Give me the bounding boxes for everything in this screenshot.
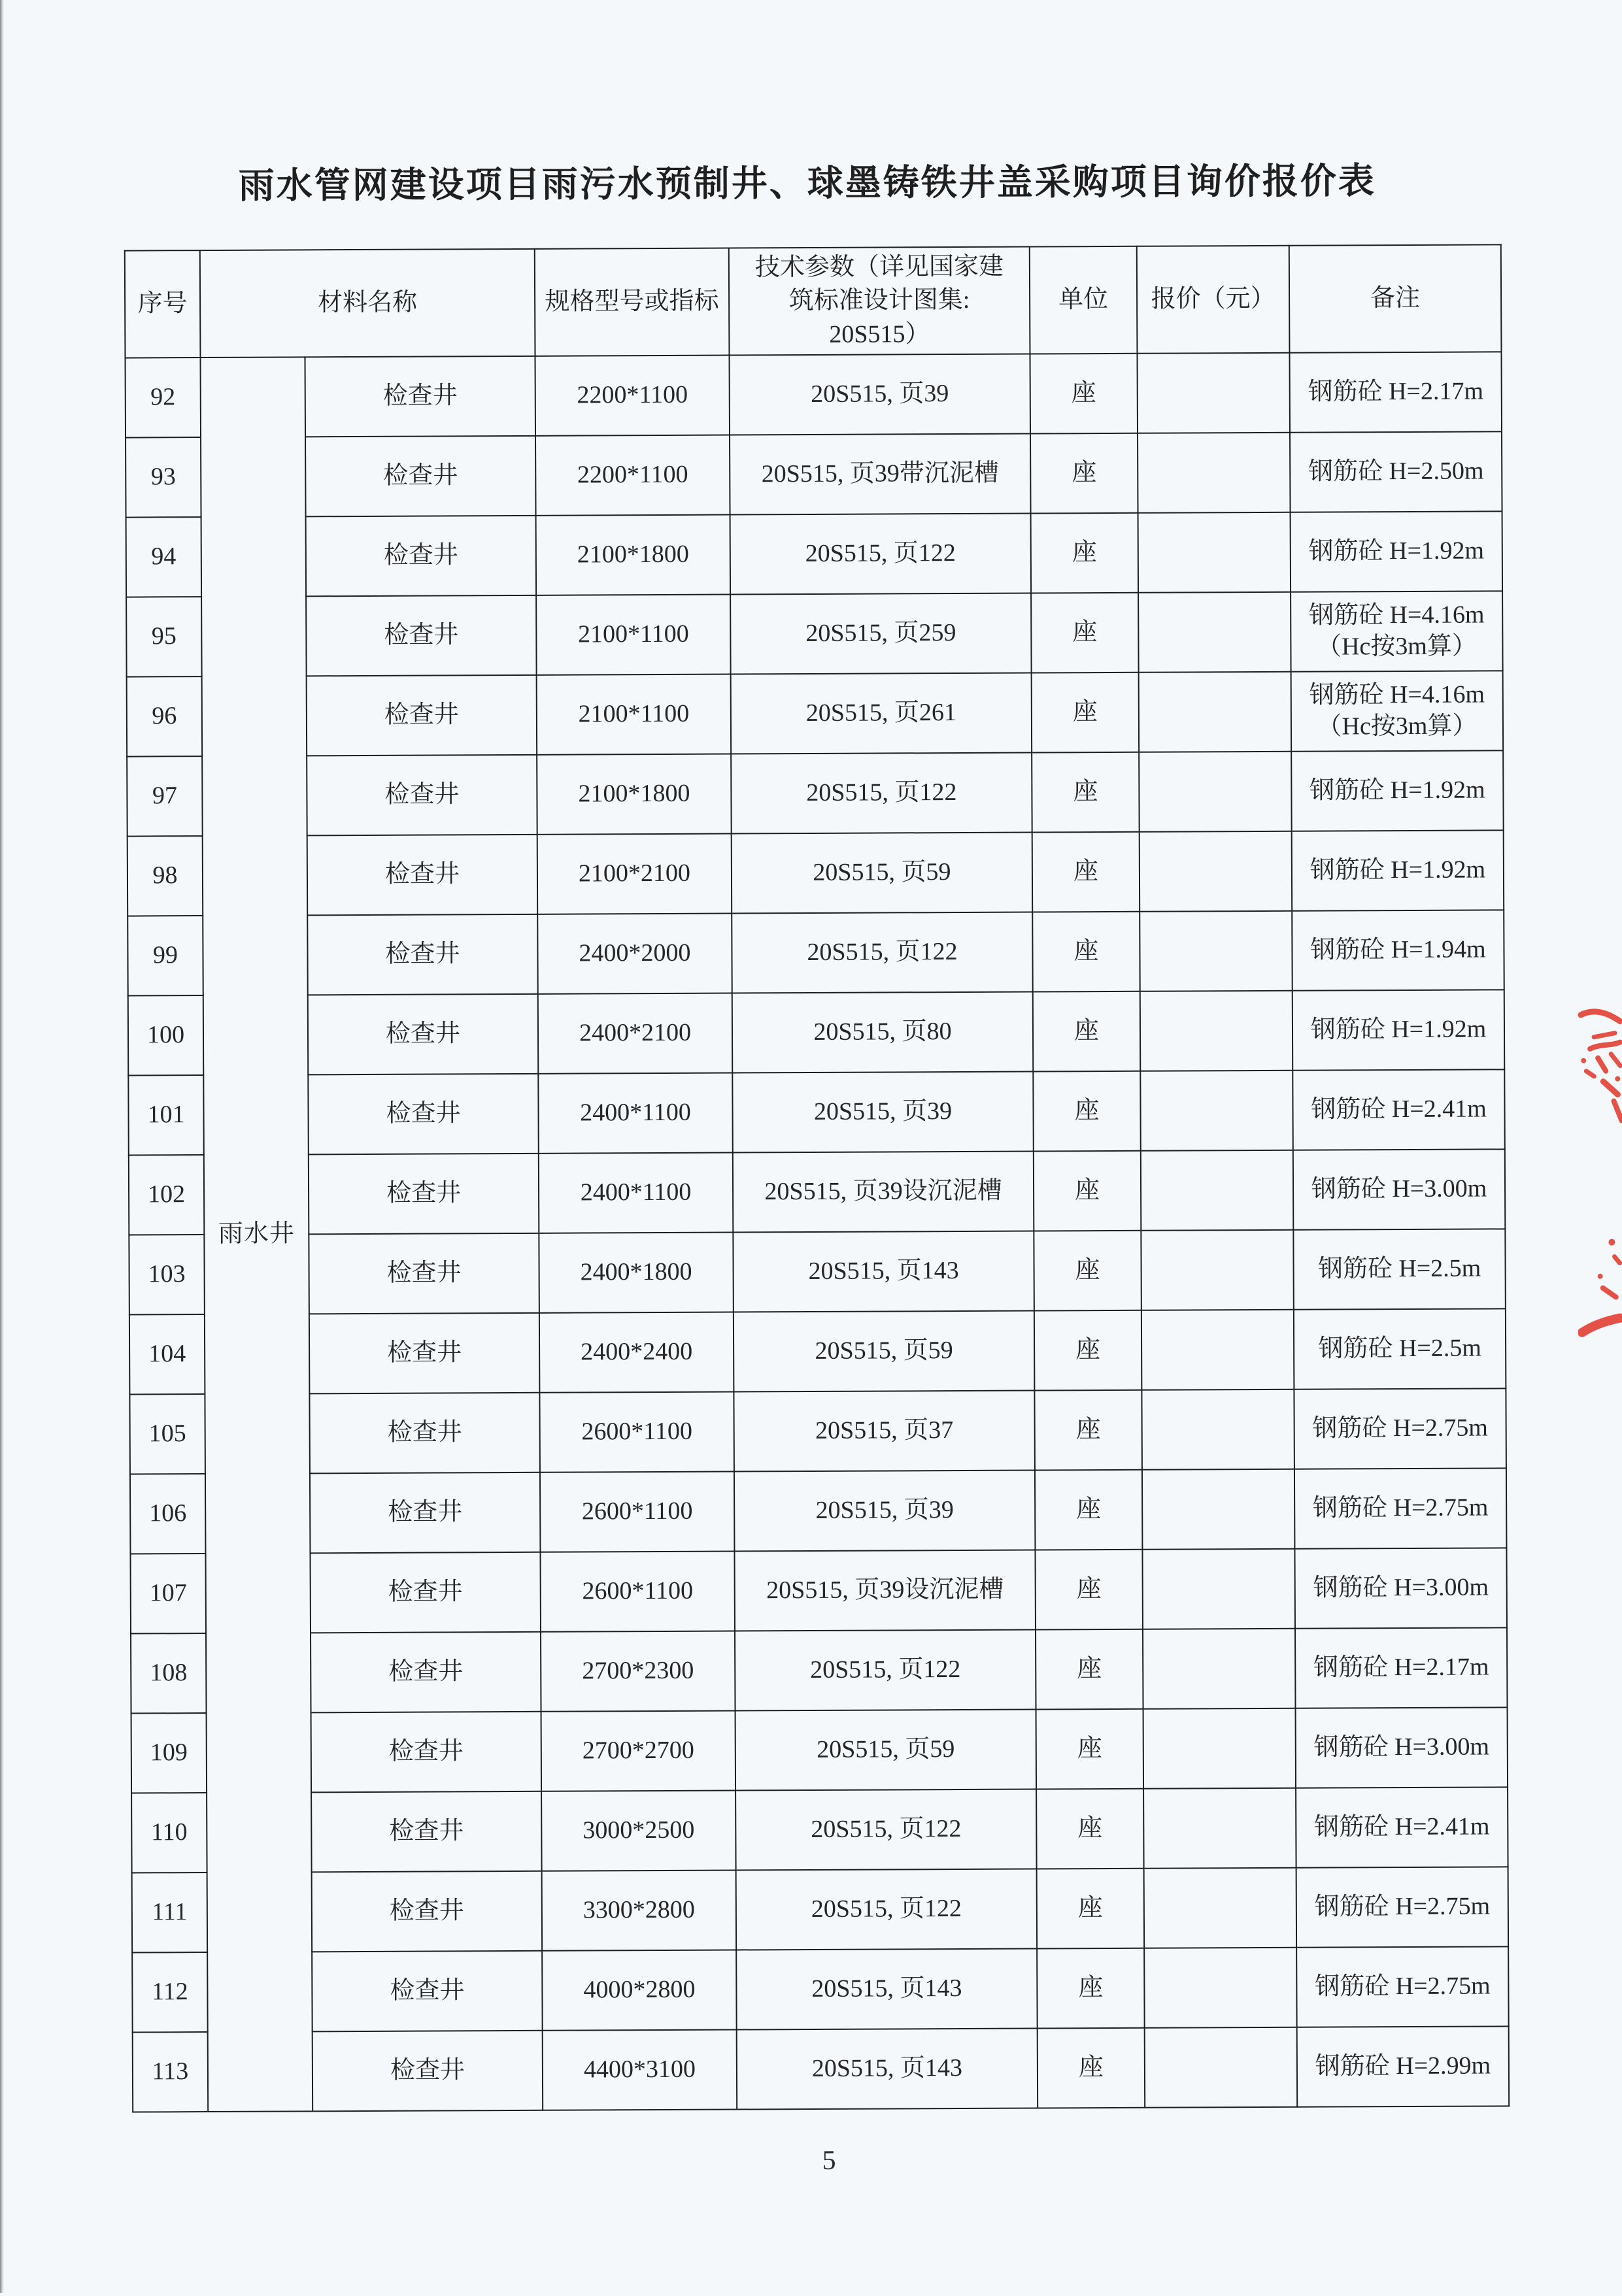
material-name-cell: 检查井 — [313, 2031, 543, 2112]
table-row — [126, 431, 1502, 517]
row-index-cell: 92 — [125, 358, 201, 438]
params-cell: 20S515, 页39带沉泥槽 — [730, 433, 1031, 514]
price-cell — [1144, 1868, 1297, 1948]
remark-cell: 钢筋砼 H=2.99m — [1297, 2026, 1510, 2106]
remark-cell: 钢筋砼 H=2.17m — [1289, 352, 1502, 432]
params-cell: 20S515, 页59 — [735, 1709, 1037, 1790]
material-name-cell: 检查井 — [309, 1313, 540, 1394]
remark-cell: 钢筋砼 H=3.00m — [1294, 1548, 1507, 1628]
table-row — [127, 830, 1504, 916]
spec-cell: 2400*2000 — [537, 913, 732, 993]
remark-cell: 钢筋砼 H=2.50m — [1290, 431, 1502, 512]
remark-cell: 钢筋砼 H=1.92m — [1291, 511, 1503, 591]
material-name-cell: 检查井 — [308, 994, 539, 1075]
table-row — [133, 2026, 1510, 2112]
price-cell — [1140, 911, 1293, 991]
scanner-edge-artifact — [0, 0, 4, 2293]
params-cell: 20S515, 页122 — [735, 1629, 1036, 1710]
params-cell: 20S515, 页39设沉泥槽 — [733, 1151, 1034, 1232]
price-cell — [1142, 1469, 1295, 1550]
spec-cell: 4400*3100 — [543, 2029, 737, 2110]
unit-cell: 座 — [1038, 2028, 1145, 2108]
price-cell — [1141, 1230, 1294, 1310]
header-remark: 备注 — [1289, 244, 1502, 352]
table-row — [126, 511, 1503, 597]
material-name-cell: 检查井 — [311, 1712, 542, 1793]
spec-cell: 2400*2100 — [538, 993, 733, 1073]
material-category-cell: 雨水井 — [200, 357, 313, 2112]
spec-cell: 2100*1100 — [536, 594, 731, 674]
price-cell — [1144, 1948, 1297, 2028]
row-index-cell: 112 — [132, 1952, 208, 2033]
params-cell: 20S515, 页59 — [732, 832, 1033, 913]
spec-cell: 2200*1100 — [535, 355, 730, 435]
table-row — [130, 1468, 1507, 1554]
material-name-cell: 检查井 — [309, 1154, 539, 1235]
price-cell — [1141, 1150, 1294, 1231]
unit-cell: 座 — [1037, 1948, 1145, 2029]
params-cell: 20S515, 页122 — [735, 1789, 1037, 1870]
spec-cell: 2400*1100 — [539, 1152, 734, 1233]
table-row — [131, 1627, 1508, 1713]
remark-cell: 钢筋砼 H=2.17m — [1295, 1627, 1508, 1708]
price-cell — [1143, 1629, 1296, 1709]
params-cell: 20S515, 页143 — [733, 1231, 1034, 1312]
remark-cell: 钢筋砼 H=1.94m — [1292, 910, 1504, 990]
unit-cell: 座 — [1030, 354, 1138, 434]
material-name-cell: 检查井 — [311, 1791, 542, 1872]
unit-cell: 座 — [1035, 1550, 1143, 1630]
table-row — [129, 1149, 1506, 1235]
price-cell — [1137, 353, 1290, 433]
row-index-cell: 96 — [127, 676, 203, 757]
material-name-cell: 检查井 — [306, 516, 537, 597]
unit-cell: 座 — [1032, 832, 1140, 912]
table-row — [132, 1946, 1509, 2032]
unit-cell: 座 — [1031, 513, 1139, 593]
price-cell — [1141, 1310, 1294, 1390]
spec-cell: 2600*1100 — [540, 1471, 735, 1552]
params-cell: 20S515, 页122 — [732, 912, 1033, 993]
remark-cell: 钢筋砼 H=3.00m — [1293, 1149, 1506, 1229]
spec-cell: 2400*1100 — [538, 1073, 733, 1153]
unit-cell: 座 — [1032, 752, 1140, 833]
remark-cell: 钢筋砼 H=2.75m — [1296, 1946, 1509, 2027]
spec-cell: 2700*2700 — [541, 1710, 736, 1791]
row-index-cell: 106 — [130, 1474, 206, 1554]
remark-cell: 钢筋砼 H=2.5m — [1293, 1229, 1506, 1309]
header-row — [125, 244, 1502, 358]
material-name-cell: 检查井 — [312, 1951, 543, 2032]
table-row — [129, 1388, 1506, 1474]
row-index-cell: 107 — [130, 1554, 206, 1634]
material-name-cell: 检查井 — [309, 1393, 540, 1474]
row-index-cell: 108 — [131, 1633, 207, 1714]
spec-cell: 2100*1800 — [537, 754, 732, 834]
remark-cell: 钢筋砼 H=3.00m — [1296, 1707, 1508, 1788]
header-material: 材料名称 — [200, 249, 535, 358]
unit-cell: 座 — [1036, 1709, 1144, 1789]
table-row — [127, 750, 1504, 836]
table-row — [131, 1787, 1508, 1872]
quotation-table — [124, 244, 1510, 2112]
table-row — [131, 1707, 1508, 1793]
unit-cell: 座 — [1034, 1151, 1141, 1231]
row-index-cell: 101 — [128, 1075, 204, 1156]
remark-cell: 钢筋砼 H=1.92m — [1291, 750, 1504, 831]
spec-cell: 2400*1800 — [539, 1232, 734, 1312]
row-index-cell: 104 — [129, 1314, 205, 1395]
table-row — [129, 1229, 1506, 1314]
unit-cell: 座 — [1037, 1869, 1145, 1949]
row-index-cell: 105 — [129, 1394, 205, 1474]
row-index-cell: 98 — [127, 836, 203, 916]
header-spec: 规格型号或指标 — [535, 248, 730, 356]
unit-cell: 座 — [1036, 1629, 1143, 1710]
unit-cell: 座 — [1034, 1310, 1142, 1391]
params-cell: 20S515, 页80 — [732, 991, 1034, 1073]
remark-cell: 钢筋砼 H=4.16m （Hc按3m算） — [1291, 671, 1504, 751]
params-cell: 20S515, 页122 — [736, 1869, 1038, 1950]
red-stamp-fragment-lower — [1578, 1233, 1622, 1351]
spec-cell: 3300*2800 — [542, 1870, 737, 1950]
params-cell: 20S515, 页39 — [729, 354, 1030, 435]
material-name-cell: 检查井 — [307, 675, 537, 756]
remark-cell: 钢筋砼 H=4.16m （Hc按3m算） — [1291, 591, 1503, 671]
params-cell: 20S515, 页143 — [737, 2028, 1038, 2109]
table-row — [128, 1069, 1505, 1155]
price-cell — [1141, 1389, 1294, 1470]
table-body — [125, 352, 1509, 2112]
material-name-cell: 检查井 — [307, 914, 538, 995]
unit-cell: 座 — [1033, 991, 1141, 1072]
unit-cell: 座 — [1030, 433, 1138, 514]
price-cell — [1145, 2027, 1298, 2108]
spec-cell: 2600*1100 — [539, 1391, 734, 1472]
material-name-cell: 检查井 — [310, 1472, 541, 1554]
row-index-cell: 95 — [126, 597, 202, 677]
unit-cell: 座 — [1032, 673, 1140, 753]
price-cell — [1140, 991, 1293, 1071]
params-cell: 20S515, 页122 — [730, 513, 1032, 594]
unit-cell: 座 — [1035, 1470, 1143, 1550]
row-index-cell: 100 — [128, 995, 204, 1076]
row-index-cell: 113 — [133, 2032, 209, 2112]
params-cell: 20S515, 页122 — [731, 752, 1032, 833]
page-number: 5 — [822, 2145, 836, 2176]
spec-cell: 3000*2500 — [541, 1790, 736, 1871]
price-cell — [1138, 592, 1291, 673]
spec-cell: 2100*1800 — [536, 514, 731, 595]
remark-cell: 钢筋砼 H=2.75m — [1294, 1388, 1506, 1469]
row-index-cell: 94 — [126, 517, 202, 597]
material-name-cell: 检查井 — [307, 835, 538, 916]
spec-cell: 2100*2100 — [537, 833, 732, 914]
material-name-cell: 检查井 — [305, 356, 535, 437]
params-cell: 20S515, 页143 — [736, 1948, 1038, 2029]
price-cell — [1143, 1708, 1296, 1789]
price-cell — [1139, 752, 1292, 832]
material-name-cell: 检查井 — [306, 595, 537, 676]
row-index-cell: 110 — [131, 1793, 207, 1873]
remark-cell: 钢筋砼 H=2.5m — [1294, 1308, 1506, 1389]
unit-cell: 座 — [1032, 912, 1140, 992]
header-params: 技术参数（详见国家建筑标准设计图集: 20S515） — [729, 247, 1030, 356]
price-cell — [1140, 831, 1293, 912]
price-cell — [1140, 1071, 1293, 1151]
params-cell: 20S515, 页39 — [734, 1470, 1036, 1551]
params-cell: 20S515, 页37 — [734, 1390, 1035, 1471]
spec-cell: 2400*2400 — [539, 1312, 734, 1392]
row-index-cell: 111 — [132, 1872, 208, 1953]
price-cell — [1139, 672, 1292, 752]
remark-cell: 钢筋砼 H=2.75m — [1294, 1468, 1507, 1548]
params-cell: 20S515, 页261 — [731, 673, 1032, 754]
row-index-cell: 103 — [129, 1235, 205, 1315]
header-index: 序号 — [125, 250, 201, 358]
spec-cell: 2700*2300 — [541, 1631, 735, 1711]
price-cell — [1138, 433, 1291, 513]
remark-cell: 钢筋砼 H=2.41m — [1296, 1787, 1508, 1867]
table-header — [125, 244, 1502, 358]
table-row — [127, 910, 1504, 995]
material-name-cell: 检查井 — [309, 1233, 539, 1314]
params-cell: 20S515, 页259 — [730, 593, 1032, 674]
header-unit: 单位 — [1030, 246, 1138, 354]
table-row — [126, 591, 1503, 676]
remark-cell: 钢筋砼 H=2.41m — [1293, 1069, 1505, 1150]
table-row — [130, 1548, 1507, 1633]
material-name-cell: 检查井 — [308, 1074, 539, 1155]
price-cell — [1142, 1549, 1295, 1629]
unit-cell: 座 — [1034, 1231, 1141, 1311]
row-index-cell: 99 — [127, 916, 203, 996]
unit-cell: 座 — [1031, 593, 1139, 673]
remark-cell: 钢筋砼 H=2.75m — [1296, 1867, 1509, 1947]
params-cell: 20S515, 页39设沉泥槽 — [734, 1550, 1036, 1631]
row-index-cell: 102 — [129, 1155, 205, 1235]
material-name-cell: 检查井 — [310, 1552, 541, 1633]
material-name-cell: 检查井 — [311, 1632, 541, 1713]
params-cell: 20S515, 页39 — [732, 1071, 1034, 1152]
spec-cell: 2600*1100 — [540, 1551, 735, 1631]
header-price: 报价（元） — [1137, 246, 1290, 354]
material-name-cell: 检查井 — [312, 1871, 543, 1952]
unit-cell: 座 — [1036, 1789, 1144, 1869]
row-index-cell: 97 — [127, 756, 203, 837]
row-index-cell: 93 — [126, 437, 201, 518]
remark-cell: 钢筋砼 H=1.92m — [1293, 990, 1505, 1070]
unit-cell: 座 — [1033, 1071, 1141, 1152]
material-name-cell: 检查井 — [307, 755, 537, 836]
price-cell — [1143, 1788, 1296, 1869]
table-row — [128, 990, 1505, 1075]
page-title: 雨水管网建设项目雨污水预制井、球墨铸铁井盖采购项目询价报价表 — [238, 161, 1376, 206]
table-row — [129, 1308, 1506, 1394]
remark-cell: 钢筋砼 H=1.92m — [1292, 830, 1504, 910]
unit-cell: 座 — [1034, 1390, 1142, 1471]
material-name-cell: 检查井 — [305, 436, 536, 517]
params-cell: 20S515, 页59 — [734, 1310, 1035, 1391]
table-row — [125, 352, 1502, 437]
spec-cell: 4000*2800 — [542, 1950, 737, 2030]
table-row — [127, 671, 1504, 756]
table-row — [132, 1867, 1509, 1952]
red-stamp-fragment-upper — [1572, 1003, 1622, 1131]
price-cell — [1138, 512, 1291, 593]
spec-cell: 2200*1100 — [535, 435, 730, 515]
spec-cell: 2100*1100 — [537, 674, 732, 754]
row-index-cell: 109 — [131, 1713, 207, 1793]
